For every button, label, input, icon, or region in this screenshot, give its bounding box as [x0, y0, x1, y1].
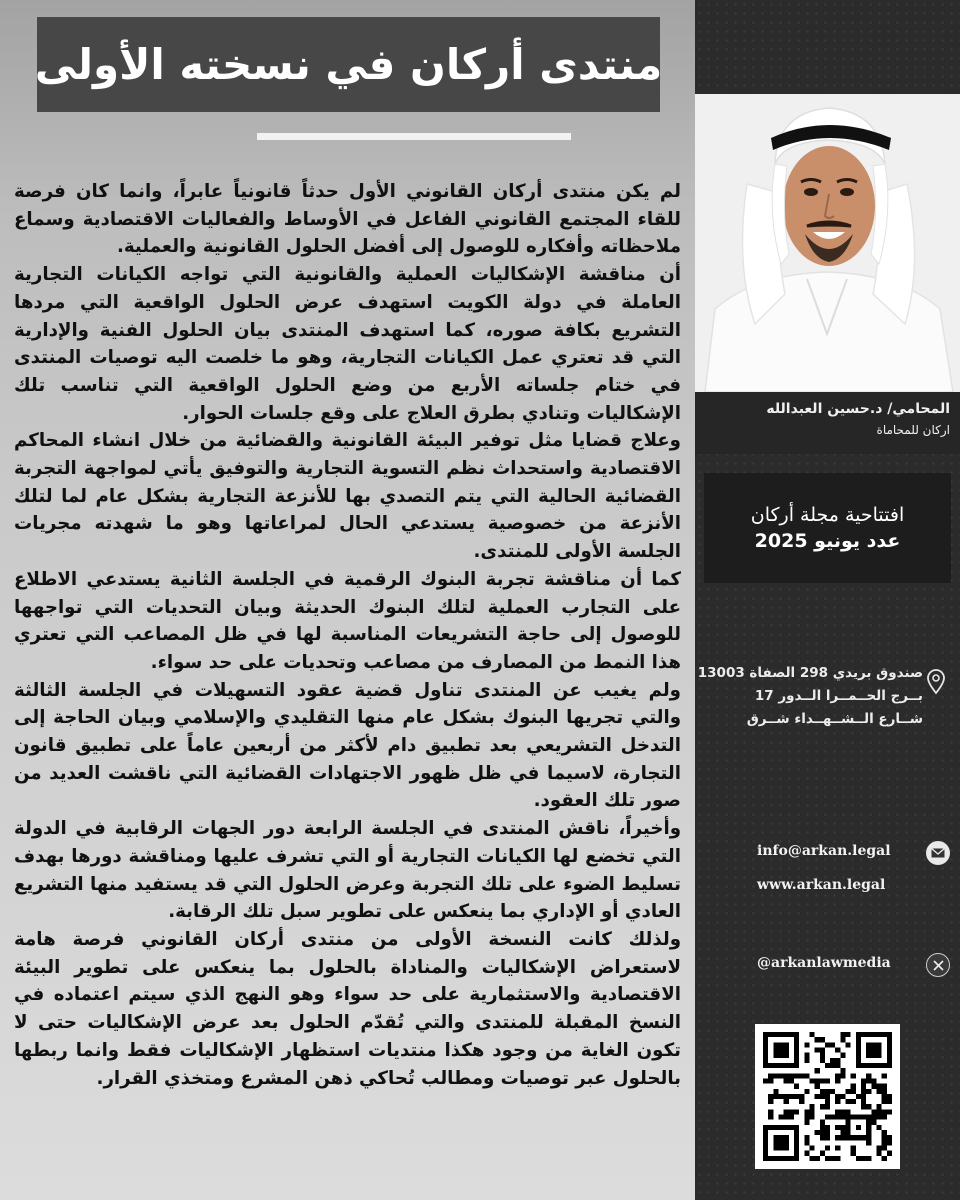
author-photo — [695, 94, 960, 392]
edition-issue: عدد يونيو 2025 — [754, 530, 901, 552]
article-paragraph: ولذلك كانت النسخة الأولى من منتدى أركان القانوني فرصة هامة لاستعراض الإشكاليات والمناداة بالحلول بما ينعكس على تطوير البيئة الاقتصادية والاستثمارية على حد سواء وهو النهج الذي سيتم اعتماده في النسخ المقبلة للمنتدى والتي تُقدّم الحلول بعد عرض الإشكاليات حتى لا تكون الغاية من وجود هكذا منتديات استظهار الإشكاليات فقط وانما ربطها بالحلول عبر توصيات ومطالب تُحاكي ذهن المشرع ومتخذي القرار. — [14, 928, 681, 1089]
article-paragraph: ولم يغيب عن المنتدى تناول قضية عقود التسهيلات في الجلسة الثالثة والتي تجريها البنوك بشكل عام منها التقليدي والإسلامي وبيان الحاجة إلى التدخل التشريعي بعد تطبيق دام لأكثر من أربعين عاماً على تطبيق قانون التجارة، لاسيما في ظل ظهور الاجتهادات القضائية التي ناقشت العديد من صور تلك العقود. — [14, 679, 681, 812]
qr-code[interactable] — [755, 1024, 900, 1169]
article-body — [14, 178, 681, 1188]
author-firm: اركان للمحاماة — [876, 423, 950, 437]
sidebar — [695, 0, 960, 1200]
email-row[interactable] — [695, 841, 960, 865]
website-row[interactable] — [695, 875, 960, 899]
title-banner — [34, 17, 663, 112]
address-line: بــرج الحــمــرا الــدور 17 — [754, 688, 923, 704]
article-paragraph: أن مناقشة الإشكاليات العملية والقانونية التي تواجه الكيانات التجارية العاملة في دولة الكويت استهدف عرض الحلول الواقعية التي مردها التشريع بكافة صوره، كما استهدف المنتدى بيان الحلول الفنية والإدارية التي قد تعتري عمل الكيانات التجارية، وهو ما خلصت اليه توصيات المنتدى في ختام جلساته الأربع من وضع الحلول الواقعية التي تناسب تلك الإشكاليات وتنادي بطرق العلاج على وقع جلسات الحوار. — [14, 264, 681, 424]
edition-box — [704, 473, 951, 583]
qr-code-pattern — [763, 1032, 892, 1161]
address-line: شــارع الــشــهــداء شــرق — [746, 711, 923, 727]
postal-address — [697, 662, 923, 731]
website-link[interactable]: www.arkan.legal — [757, 877, 886, 893]
social-row[interactable] — [695, 953, 960, 977]
author-caption — [695, 392, 960, 454]
author-name: المحامي/ د.حسين العبدالله — [766, 401, 950, 417]
article-paragraph: وأخيراً، ناقش المنتدى في الجلسة الرابعة دور الجهات الرقابية في الدولة التي تخضع لها الكيانات التجارية أو التي تشرف عليها ومناقشة دورها بهدف تسليط الضوء على تلك التجربة وعرض الحلول التي قد يستفيد منها التشريع العادي أو الإداري بما ينعكس على تطوير سبل تلك الرقابة. — [14, 818, 681, 923]
title-divider — [257, 133, 571, 140]
article-paragraph: وعلاج قضايا مثل توفير البيئة القانونية والقضائية من خلال انشاء المحاكم الاقتصادية واستحداث نظم التسوية التجارية والتوفيق يأتي لمواجهة التجربة القضائية الحالية التي يتم التصدي بها للأنزعة التجارية بشكل عام لما لتلك الأنزعة من خصوصية يستدعي الحال لمراعاتها وهو ما شهدته مجريات الجلسة الأولى للمنتدى. — [14, 430, 681, 563]
envelope-icon — [926, 841, 950, 865]
location-pin-icon — [925, 669, 947, 695]
author-portrait — [695, 94, 960, 392]
social-handle[interactable]: @arkanlawmedia — [757, 955, 891, 971]
article-paragraph: كما أن مناقشة تجربة البنوك الرقمية في الجلسة الثانية يستدعي الاطلاع على التجارب العملية لتلك البنوك الحديثة وبيان التحديات التي تواجهها للوصول إلى حاجة التشريعات المناسبة لها في ظل المصاعب التي تعتري هذا النمط من المصارف من مصاعب وتحديات على حد سواء. — [14, 568, 681, 673]
address-line: صندوق بريدي 298 الصفاة 13003 — [697, 665, 923, 681]
article-paragraph: لم يكن منتدى أركان القانوني الأول حدثاً قانونياً عابراً، وانما كان فرصة للقاء المجتمع القانوني الفاعل في الأوساط والفعاليات الاقتصادية وسماع ملاحظاته وأفكاره للوصول إلى أفضل الحلول القانونية والعملية. — [14, 181, 681, 258]
email-link[interactable]: info@arkan.legal — [757, 843, 891, 859]
edition-title: افتتاحية مجلة أركان — [750, 504, 905, 526]
x-logo-icon — [926, 953, 950, 977]
page-title: منتدى أركان في نسخته الأولى — [34, 40, 663, 89]
